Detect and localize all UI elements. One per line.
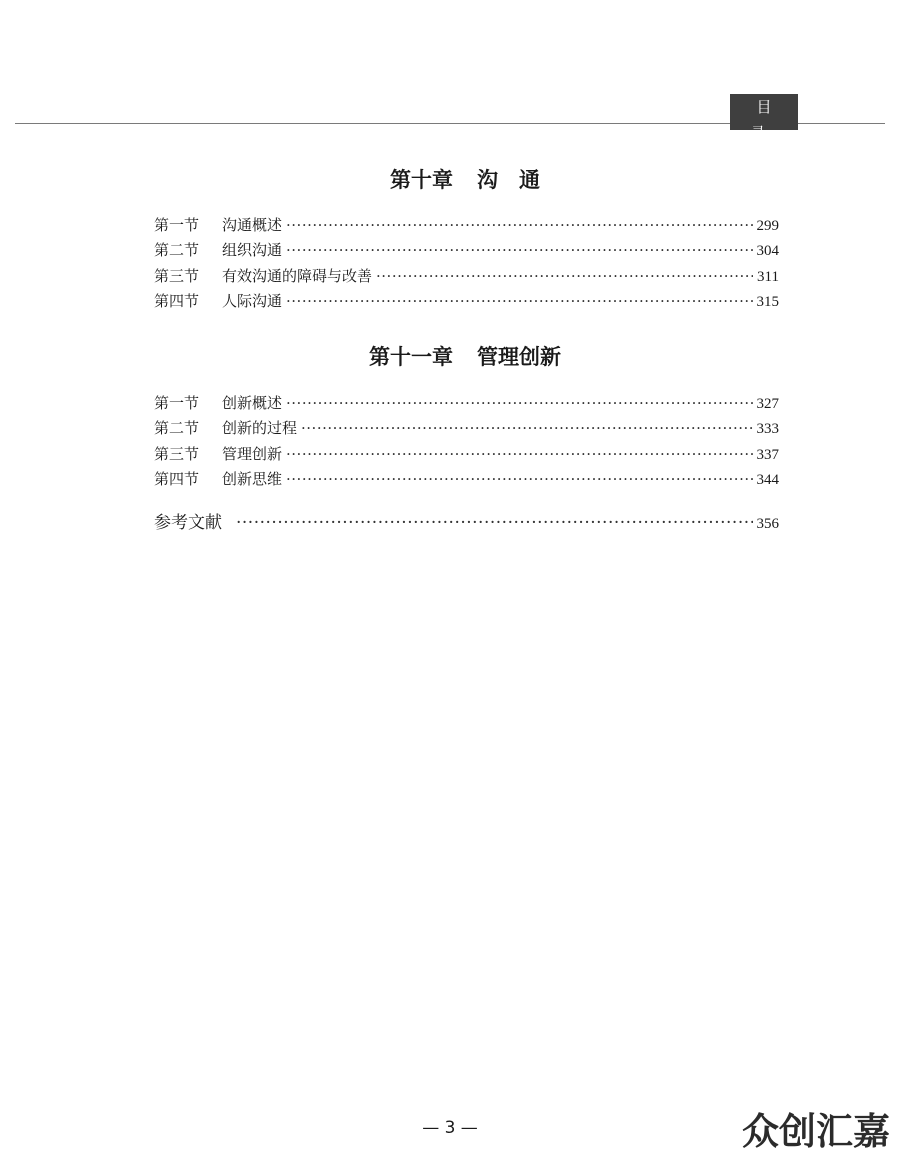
toc-dot-leader bbox=[286, 445, 752, 463]
chapter-name: 管理创新 bbox=[477, 345, 561, 369]
toc-section-number: 第二节 bbox=[154, 241, 200, 260]
toc-entry[interactable] bbox=[154, 265, 779, 290]
toc-section-title: 组织沟通 bbox=[222, 241, 283, 260]
toc-section-number: 第四节 bbox=[154, 291, 200, 310]
toc-page-number: 344 bbox=[756, 471, 779, 488]
toc-entry[interactable] bbox=[154, 214, 779, 239]
toc-entry[interactable] bbox=[154, 239, 779, 264]
toc-section-title: 有效沟通的障碍与改善 bbox=[222, 266, 373, 285]
toc-section-number: 第一节 bbox=[154, 216, 200, 234]
toc-dot-leader bbox=[376, 267, 753, 285]
toc-entry[interactable] bbox=[154, 290, 779, 315]
chapter-name: 沟 通 bbox=[477, 168, 540, 192]
header-tab-toc: 目 录 bbox=[730, 94, 798, 130]
toc-entry[interactable] bbox=[154, 392, 779, 417]
toc-entry[interactable] bbox=[154, 417, 779, 442]
toc-section-number: 第一节 bbox=[154, 394, 200, 412]
references-title: 参考文献 bbox=[154, 513, 222, 533]
toc-dot-leader bbox=[286, 241, 752, 259]
toc-section-number: 第四节 bbox=[154, 469, 200, 488]
toc-section-title: 创新的过程 bbox=[222, 419, 298, 438]
toc-dot-leader bbox=[286, 470, 752, 488]
toc-dot-leader bbox=[236, 513, 753, 533]
toc-dot-leader bbox=[286, 216, 752, 234]
toc-page-number: 337 bbox=[756, 446, 779, 463]
chapter-number: 第十章 bbox=[390, 168, 453, 192]
watermark-logo: 众创汇嘉 bbox=[742, 1110, 890, 1153]
toc-list-chapter-11 bbox=[154, 392, 779, 493]
toc-entry-references[interactable] bbox=[154, 508, 779, 533]
toc-dot-leader bbox=[286, 292, 752, 310]
page-number: — 3 — bbox=[422, 1118, 478, 1138]
toc-section-title: 创新思维 bbox=[222, 469, 283, 488]
toc-page-number: 333 bbox=[756, 421, 779, 438]
toc-section-title: 创新概述 bbox=[222, 394, 283, 412]
toc-page-number: 327 bbox=[756, 396, 779, 412]
toc-page-number: 356 bbox=[756, 516, 779, 532]
chapter-number: 第十一章 bbox=[369, 345, 453, 369]
toc-section-title: 沟通概述 bbox=[222, 216, 283, 234]
toc-section-number: 第三节 bbox=[154, 266, 200, 285]
toc-section-number: 第二节 bbox=[154, 419, 200, 438]
toc-entry[interactable] bbox=[154, 443, 779, 468]
toc-section-title: 管理创新 bbox=[222, 444, 283, 463]
toc-entry[interactable] bbox=[154, 468, 779, 493]
toc-section-title: 人际沟通 bbox=[222, 291, 283, 310]
toc-dot-leader bbox=[301, 419, 752, 437]
toc-page-number: 311 bbox=[757, 268, 779, 285]
toc-page-number: 304 bbox=[756, 243, 779, 260]
toc-section-number: 第三节 bbox=[154, 444, 200, 463]
toc-page-number: 299 bbox=[756, 218, 779, 234]
chapter-title bbox=[150, 341, 780, 371]
chapter-title bbox=[150, 164, 780, 194]
toc-dot-leader bbox=[286, 394, 752, 412]
toc-page-number: 315 bbox=[756, 293, 779, 310]
toc-list-chapter-10 bbox=[154, 214, 779, 315]
